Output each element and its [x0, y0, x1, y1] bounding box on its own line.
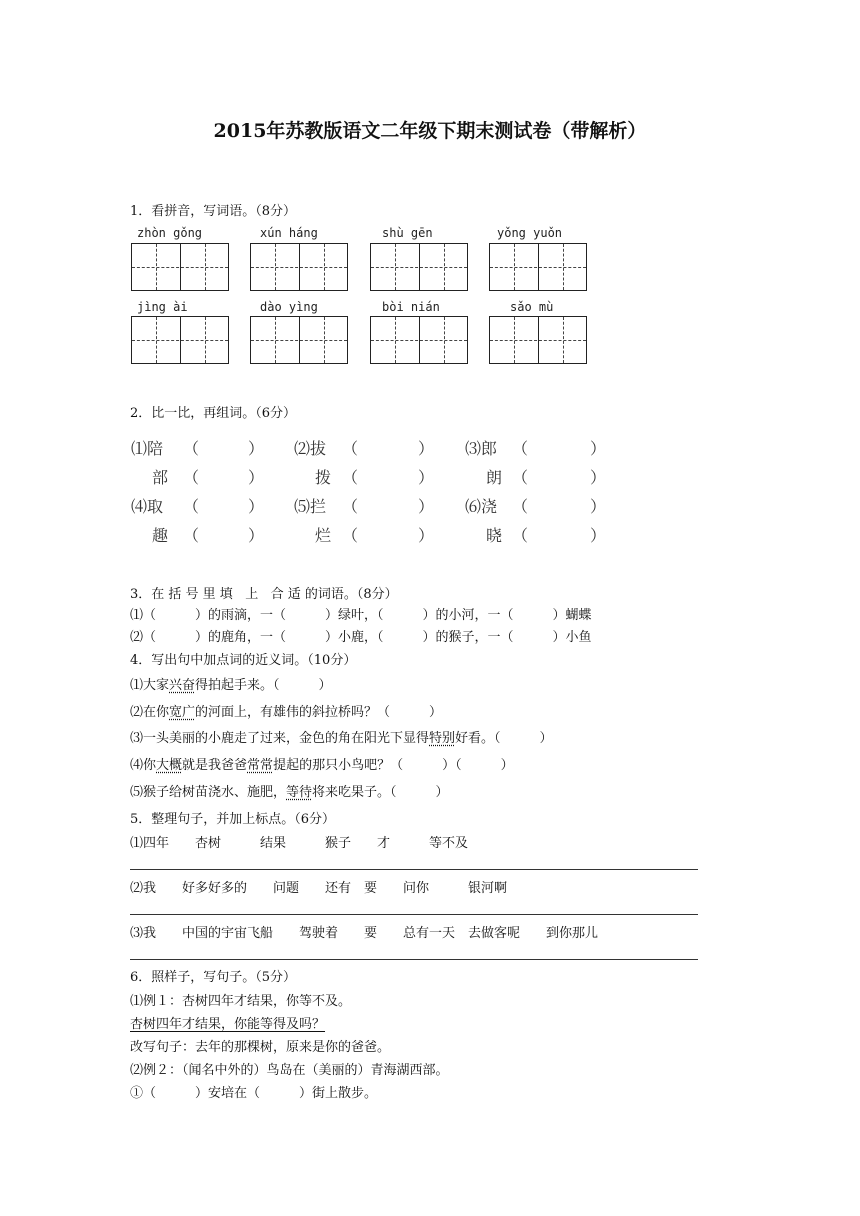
compare-char: 拨 — [315, 468, 332, 487]
q6-item-1: ①（ ）安培在（ ）街上散步。 — [130, 1086, 378, 1101]
q6-example-1-answer: 杏树四年才结果，你能等得及吗？ — [130, 1017, 326, 1032]
compare-char: 烂 — [315, 526, 332, 545]
q6-rewrite: 改写句子：去年的那棵树，原来是你的爸爸。 — [130, 1040, 391, 1055]
compare-char: ⑴陪 — [131, 439, 164, 458]
compare-char: 朗 — [486, 468, 503, 487]
pinyin-8: sǎo mù — [510, 300, 554, 314]
q3-line-2: ⑵（ ）的鹿角，一（ ）小鹿，（ ）的猴子，一（ ）小鱼 — [130, 630, 592, 645]
q2-heading: 2．比一比，再组词。（6分） — [130, 406, 297, 421]
q3-heading: 3．在 括 号 里 填 上 合 适 的词语。（8分） — [130, 587, 398, 602]
q4-sentence-1: ⑴大家兴奋得拍起手来。（ ） — [130, 678, 332, 693]
writing-grid[interactable] — [131, 316, 229, 364]
compare-char: 晓 — [486, 526, 503, 545]
blank-open: （ — [183, 497, 200, 516]
blank-open: （ — [512, 468, 529, 487]
q4-sentence-5: ⑸猴子给树苗浇水、施肥，等待将来吃果子。（ ） — [130, 785, 449, 800]
blank-close: ） — [418, 526, 435, 545]
compare-char: ⑷取 — [131, 497, 164, 516]
q5-sentence-1: ⑴四年 杏树 结果 猴子 才 等不及 — [130, 836, 469, 851]
writing-grid[interactable] — [250, 243, 348, 291]
pinyin-7: bòi nián — [382, 300, 440, 314]
blank-close: ） — [590, 468, 607, 487]
pinyin-3: shù gēn — [382, 226, 433, 240]
blank-close: ） — [248, 439, 265, 458]
writing-grid[interactable] — [370, 316, 468, 364]
pinyin-5: jìng ài — [137, 300, 188, 314]
q1-heading: 1．看拼音，写词语。（8分） — [130, 204, 297, 219]
dotted-word: 宽广 — [169, 705, 196, 720]
blank-open: （ — [512, 439, 529, 458]
blank-open: （ — [512, 497, 529, 516]
blank-close: ） — [248, 526, 265, 545]
q5-sentence-2: ⑵我 好多好多的 问题 还有 要 问你 银河啊 — [130, 881, 508, 896]
blank-close: ） — [590, 439, 607, 458]
writing-grid[interactable] — [489, 243, 587, 291]
q5-heading: 5．整理句子，并加上标点。（6分） — [130, 812, 336, 827]
compare-char: 部 — [152, 468, 169, 487]
blank-close: ） — [418, 439, 435, 458]
pinyin-6: dào yìng — [260, 300, 318, 314]
dotted-word: 大概 — [156, 758, 183, 773]
page-title: 2015年苏教版语文二年级下期末测试卷（带解析） — [213, 120, 647, 142]
writing-grid[interactable] — [131, 243, 229, 291]
q4-heading: 4．写出句中加点词的近义词。（10分） — [130, 653, 357, 668]
answer-line[interactable] — [130, 914, 698, 915]
dotted-word: 特别 — [429, 731, 456, 746]
writing-grid[interactable] — [370, 243, 468, 291]
q3-line-1: ⑴（ ）的雨滴，一（ ）绿叶，（ ）的小河，一（ ）蝴蝶 — [130, 608, 592, 623]
blank-open: （ — [183, 439, 200, 458]
pinyin-1: zhòn gǒng — [137, 226, 203, 240]
q6-example-2: ⑵例２：（闻名中外的）鸟岛在（美丽的）青海湖西部。 — [130, 1063, 449, 1078]
writing-grid[interactable] — [250, 316, 348, 364]
compare-char: ⑸拦 — [294, 497, 327, 516]
dotted-word: 兴奋 — [169, 678, 196, 693]
compare-char: 趣 — [152, 526, 169, 545]
q4-sentence-2: ⑵在你宽广的河面上，有雄伟的斜拉桥吗？（ ） — [130, 705, 443, 720]
dotted-word: 等待 — [286, 785, 313, 800]
writing-grid[interactable] — [489, 316, 587, 364]
blank-open: （ — [183, 468, 200, 487]
blank-open: （ — [512, 526, 529, 545]
blank-open: （ — [342, 439, 359, 458]
blank-open: （ — [183, 526, 200, 545]
q6-example-1: ⑴例１：杏树四年才结果，你等不及。 — [130, 994, 352, 1009]
compare-char: ⑶郎 — [465, 439, 498, 458]
blank-close: ） — [248, 468, 265, 487]
blank-close: ） — [418, 497, 435, 516]
blank-close: ） — [248, 497, 265, 516]
blank-open: （ — [342, 468, 359, 487]
answer-line[interactable] — [130, 869, 698, 870]
answer-line[interactable] — [130, 959, 698, 960]
blank-close: ） — [418, 468, 435, 487]
blank-open: （ — [342, 526, 359, 545]
q4-sentence-3: ⑶一头美丽的小鹿走了过来，金色的角在阳光下显得特别好看。（ ） — [130, 731, 553, 746]
q6-heading: 6．照样子，写句子。（5分） — [130, 970, 297, 985]
dotted-word: 常常 — [247, 758, 274, 773]
blank-open: （ — [342, 497, 359, 516]
blank-close: ） — [590, 497, 607, 516]
pinyin-2: xún háng — [260, 226, 318, 240]
compare-char: ⑵拔 — [294, 439, 327, 458]
pinyin-4: yǒng yuǒn — [497, 226, 563, 240]
q4-sentence-4: ⑷你大概就是我爸爸常常提起的那只小鸟吧？（ ）（ ） — [130, 758, 514, 773]
blank-close: ） — [590, 526, 607, 545]
q5-sentence-3: ⑶我 中国的宇宙飞船 驾驶着 要 总有一天 去做客呢 到你那儿 — [130, 926, 599, 941]
compare-char: ⑹浇 — [465, 497, 498, 516]
